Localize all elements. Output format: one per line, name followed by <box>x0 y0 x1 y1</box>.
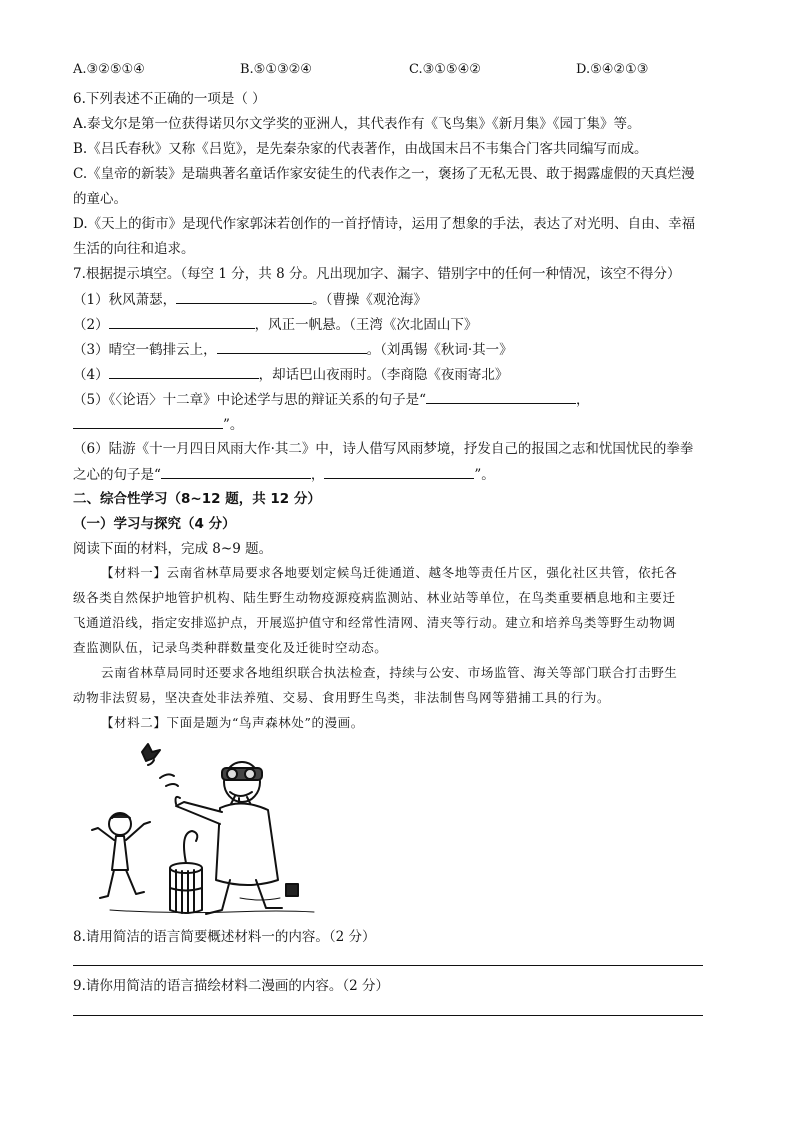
q5-option-c[interactable]: C.③①⑤④② <box>409 62 481 77</box>
q7-blank-1[interactable] <box>176 289 312 304</box>
q5-option-d[interactable]: D.⑤④②①③ <box>576 62 649 77</box>
q7-item-2-prefix: （2） <box>73 317 109 333</box>
q6-option-d-line2: 生活的向往和追求。 <box>73 241 195 257</box>
material-1-line-6: 动物非法贸易，坚决查处非法养殖、交易、食用野生鸟类，非法制售鸟网等猎捕工具的行为。 <box>73 690 611 705</box>
q7-item-3-suffix: 。（刘禹锡《秋词·其一》 <box>366 342 513 358</box>
q7-item-1-prefix: （1）秋风萧瑟， <box>73 292 177 308</box>
material-1-line-2: 级各类自然保护地管护机构、陆生野生动物疫源疫病监测站、林业站等单位，在鸟类重要栖息地和主要迁 <box>73 590 676 605</box>
q6-option-b[interactable]: B.《吕氏春秋》又称《吕览》，是先秦杂家的代表著作，由战国末吕不韦集合门客共同编写而成。 <box>73 141 648 157</box>
material-1-line-1: 【材料一】云南省林草局要求各地要划定候鸟迁徙通道、越冬地等责任片区，强化社区共管，依托各 <box>101 565 678 580</box>
q9-answer-line[interactable] <box>73 1015 703 1016</box>
q7-item-5 <box>73 389 723 410</box>
q7-blank-5a[interactable] <box>426 389 576 404</box>
q9-stem: 9.请你用简洁的语言描绘材料二漫画的内容。（2 分） <box>73 978 390 994</box>
q7-item-2-suffix: ，风正一帆悬。（王湾《次北固山下》 <box>254 317 478 333</box>
q7-blank-4[interactable] <box>109 364 259 379</box>
q7-stem: 7.根据提示填空。（每空 1 分，共 8 分。凡出现加字、漏字、错别字中的任何一种情况，该空不得分） <box>73 266 681 282</box>
q6-option-c-line1[interactable]: C.《皇帝的新装》是瑞典著名童话作家安徒生的代表作之一，褒扬了无私无畏、敢于揭露虚假的天真烂漫 <box>73 166 695 182</box>
section-2-subtitle: （一）学习与探究（4 分） <box>73 516 236 532</box>
q6-option-a[interactable]: A.泰戈尔是第一位获得诺贝尔文学奖的亚洲人，其代表作有《飞鸟集》《新月集》《园丁集》等。 <box>73 116 641 132</box>
q7-item-3 <box>73 339 723 360</box>
q7-item-6: （6）陆游《十一月四日风雨大作·其二》中，诗人借写风雨梦境，抒发自己的报国之志和忧国忧民的拳拳 <box>73 441 694 457</box>
q7-blank-5b[interactable] <box>73 414 223 429</box>
q6-stem: 6.下列表述不正确的一项是（ ） <box>73 91 266 107</box>
q7-blank-6a[interactable] <box>161 464 311 479</box>
q7-item-6-cont <box>73 464 723 485</box>
q7-item-5-cont <box>73 414 723 435</box>
q5-option-a[interactable]: A.③②⑤①④ <box>73 62 145 77</box>
q7-blank-2[interactable] <box>109 314 255 329</box>
bird-cartoon-image <box>90 738 320 918</box>
q6-option-c-line2: 的童心。 <box>73 191 127 207</box>
q7-item-3-prefix: （3）晴空一鹤排云上， <box>73 342 217 358</box>
q7-item-6-prefix: 之心的句子是“ <box>73 467 161 483</box>
q5-options <box>73 62 723 82</box>
q8-stem: 8.请用简洁的语言简要概述材料一的内容。（2 分） <box>73 929 376 945</box>
q8-answer-line[interactable] <box>73 965 703 966</box>
q7-item-6-end: ”。 <box>474 467 495 483</box>
q5-option-b[interactable]: B.⑤①③②④ <box>240 62 312 77</box>
material-1-line-5: 云南省林草局同时还要求各地组织联合执法检查，持续与公安、市场监管、海关等部门联合打击野生 <box>101 665 678 680</box>
q6-option-d-line1[interactable]: D.《天上的街市》是现代作家郭沫若创作的一首抒情诗，运用了想象的手法，表达了对光明、自由、幸福 <box>73 216 696 232</box>
q7-item-4-prefix: （4） <box>73 367 109 383</box>
q7-item-4-suffix: ，却话巴山夜雨时。（李商隐《夜雨寄北》 <box>258 367 509 383</box>
q7-item-4 <box>73 364 723 385</box>
q7-item-5-prefix: （5）《〈论语〉十二章》中论述学与思的辩证关系的句子是“ <box>73 392 426 408</box>
material-2-caption: 【材料二】下面是题为“鸟声森林处”的漫画。 <box>101 715 364 730</box>
q7-item-6-comma: ， <box>310 467 325 483</box>
q7-item-5-end: ”。 <box>223 417 244 433</box>
q7-item-5-comma: ， <box>576 392 590 408</box>
q7-blank-6b[interactable] <box>324 464 474 479</box>
q7-item-1 <box>73 289 723 310</box>
material-1-line-3: 飞通道沿线，指定安排巡护点，开展巡护值守和经常性清网、清夹等行动。建立和培养鸟类等野生动物调 <box>73 615 676 630</box>
q7-blank-3[interactable] <box>217 339 367 354</box>
section-2-intro: 阅读下面的材料，完成 8~9 题。 <box>73 541 273 557</box>
section-2-title: 二、综合性学习（8~12 题，共 12 分） <box>73 491 321 507</box>
q7-item-1-suffix: 。（曹操《观沧海》 <box>312 292 427 308</box>
q7-item-2 <box>73 314 723 335</box>
material-1-line-4: 查监测队伍，记录鸟类种群数量变化及迁徙时空动态。 <box>73 640 388 655</box>
